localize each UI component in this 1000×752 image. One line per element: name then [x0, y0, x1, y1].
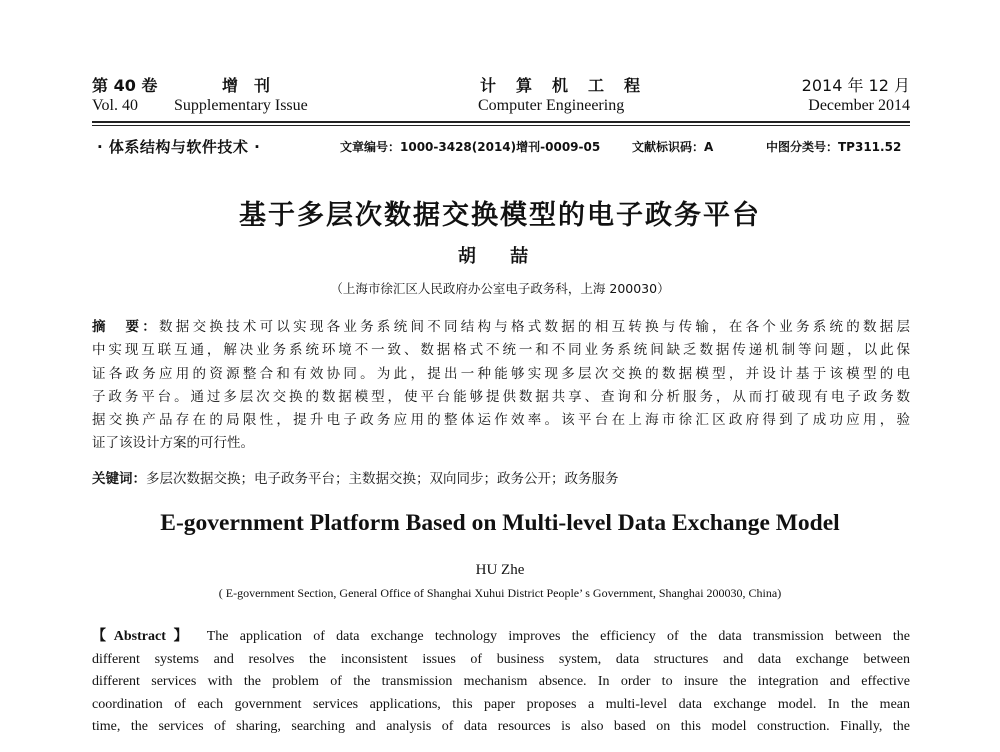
document-code: 文献标识码：A — [632, 140, 714, 154]
author-cn: 胡 喆 — [457, 246, 543, 267]
abstract-cn-line: 子政务平台。通过多层次交换的数据模型，使平台能够提供数据共享、查询和分析服务，从而打破现有电子政务数 — [92, 388, 910, 405]
abstract-cn-line: 摘 要：数据交换技术可以实现各业务系统间不同结构与格式数据的相互转换与传输，在各个业务系统的数据层 — [92, 319, 910, 335]
affiliation-cn: （上海市徐汇区人民政府办公室电子政务科，上海 200030） — [330, 281, 670, 296]
header-rule-thin — [92, 125, 910, 126]
affiliation-en: ( E-government Section, General Office of Shanghai Xuhui District People’ s Government, Shanghai 200030, China) — [218, 586, 782, 600]
abstract-en-label: 【Abstract】 — [92, 629, 196, 644]
abstract-cn-label: 摘 要： — [92, 319, 160, 335]
section-tag: · 体系结构与软件技术 · — [97, 138, 261, 156]
abstract-cn — [92, 316, 910, 456]
journal-name-en: Computer Engineering — [478, 97, 625, 114]
date-cn: 2014 年 12 月 — [801, 76, 910, 95]
keywords-cn-label: 关键词： — [92, 471, 146, 487]
date-en: December 2014 — [808, 97, 910, 114]
clc-number: 中图分类号：TP311.52 — [766, 140, 902, 154]
header-rule-thick — [92, 121, 910, 123]
volume-en: Vol. 40 — [92, 97, 138, 114]
abstract-en-line: different systems and resolves the inconsistent issues of business system, data structures and data exchange between — [92, 651, 910, 667]
keywords-cn-text: 多层次数据交换；电子政务平台；主数据交换；双向同步；政务公开；政务服务 — [146, 471, 619, 487]
abstract-en-line: coordination of each government services applications, this paper proposes a multi-level data exchange model. In the mean — [92, 696, 910, 712]
paper-title-en: E-government Platform Based on Multi-level Data Exchange Model — [160, 510, 840, 536]
abstract-cn-line: 中实现互联互通，解决业务系统环境不一致、数据格式不统一和不同业务系统间缺乏数据传递机制等问题，以此保 — [92, 342, 910, 359]
journal-name-cn: 计 算 机 工 程 — [480, 76, 643, 95]
paper-title-cn: 基于多层次数据交换模型的电子政务平台 — [239, 200, 761, 231]
abstract-en-line: time, the services of sharing, searching and analysis of data resources is also based on this model construction. Finally, the — [92, 719, 910, 734]
abstract-cn-line: 证各政务应用的资源整合和有效协同。为此，提出一种能够实现多层次交换的数据模型，并设计基于该模型的电 — [92, 365, 910, 382]
issue-cn: 增 刊 — [222, 76, 271, 95]
author-en: HU Zhe — [475, 562, 525, 578]
abstract-en — [92, 626, 910, 739]
keywords-cn — [92, 467, 619, 487]
abstract-cn-line: 据交换产品存在的局限性，提升电子政务应用的整体运作效率。该平台在上海市徐汇区政府得到了成功应用，验 — [92, 412, 910, 429]
abstract-en-line: 【Abstract】 The application of data exchange technology improves the efficiency of the data transmission between the — [92, 629, 910, 644]
abstract-cn-line: 证了该设计方案的可行性。 — [92, 435, 254, 452]
article-number: 文章编号：1000-3428(2014)增刊-0009-05 — [340, 140, 601, 154]
volume-cn: 第 40 卷 — [92, 76, 158, 95]
issue-en: Supplementary Issue — [174, 97, 308, 114]
abstract-en-line: different services with the problem of the transmission mechanism absence. In order to insure the integration and effective — [92, 674, 910, 689]
